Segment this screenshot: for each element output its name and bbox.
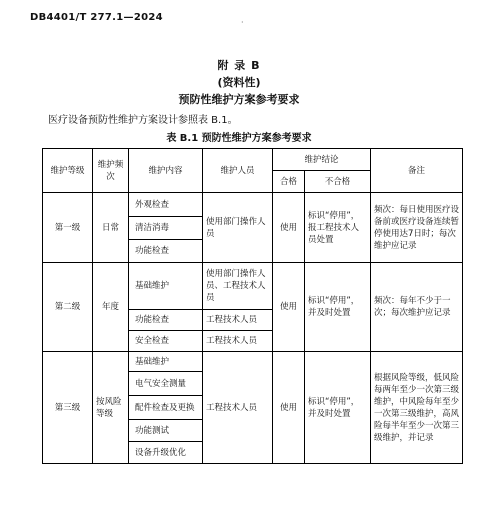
level-cell: 第二级: [43, 263, 93, 352]
content-cell: 基础维护: [129, 352, 203, 372]
header-level: 维护等级: [43, 149, 93, 193]
staff-cell: 工程技术人员: [203, 310, 273, 331]
fail-cell: 标识“停用”，并及时处置: [305, 263, 371, 352]
content-cell: 安全检查: [129, 331, 203, 352]
table-row: [43, 352, 463, 372]
level-cell: 第一级: [43, 193, 93, 263]
freq-cell: 按风险等级: [93, 352, 129, 464]
page-dot: ·: [241, 18, 244, 27]
content-cell: 功能检查: [129, 240, 203, 263]
freq-cell: 日常: [93, 193, 129, 263]
table-row: [43, 263, 463, 310]
pass-cell: 使用: [273, 193, 305, 263]
content-cell: 清洁消毒: [129, 217, 203, 240]
level-cell: 第三级: [43, 352, 93, 464]
content-cell: 电气安全测量: [129, 372, 203, 396]
header-staff: 维护人员: [203, 149, 273, 193]
header-pass: 合格: [273, 171, 305, 193]
content-cell: 配件检查及更换: [129, 396, 203, 420]
appendix-title: 预防性维护方案参考要求: [178, 93, 300, 106]
remark-cell: 频次：每年不少于一次；每次维护应记录: [371, 263, 463, 352]
header-fail: 不合格: [305, 171, 371, 193]
appendix-label: 附 录 B: [217, 59, 261, 72]
header-content: 维护内容: [129, 149, 203, 193]
header-remark: 备注: [371, 149, 463, 193]
content-cell: 功能测试: [129, 420, 203, 442]
table-caption: 表 B.1 预防性维护方案参考要求: [166, 133, 312, 144]
staff-cell: 使用部门操作人员: [203, 193, 273, 263]
appendix-type: (资料性): [217, 76, 261, 89]
staff-cell: 使用部门操作人员、工程技术人员: [203, 263, 273, 310]
content-cell: 功能检查: [129, 310, 203, 331]
document-code: DB4401/T 277.1—2024: [30, 12, 163, 23]
fail-cell: 标识“停用”，报工程技术人员处置: [305, 193, 371, 263]
freq-cell: 年度: [93, 263, 129, 352]
remark-cell: 频次：每日使用医疗设备前或医疗设备连续暂停使用达7日时；每次维护应记录: [371, 193, 463, 263]
header-conclusion: 维护结论: [273, 149, 371, 171]
fail-cell: 标识“停用”，并及时处置: [305, 352, 371, 464]
header-freq: 维护频次: [93, 149, 129, 193]
header-row: [43, 149, 463, 171]
pass-cell: 使用: [273, 263, 305, 352]
intro-paragraph: 医疗设备预防性维护方案设计参照表 B.1。: [48, 115, 238, 126]
maintenance-table: [42, 148, 463, 464]
table-row: [43, 193, 463, 217]
content-cell: 外观检查: [129, 193, 203, 217]
staff-cell: 工程技术人员: [203, 331, 273, 352]
pass-cell: 使用: [273, 352, 305, 464]
content-cell: 设备升级优化: [129, 442, 203, 464]
content-cell: 基础维护: [129, 263, 203, 310]
remark-cell: 根据风险等级，低风险每两年至少一次第三级维护，中风险每年至少一次第三级维护，高风险每半年至少一次第三级维护，并记录: [371, 352, 463, 464]
staff-cell: 工程技术人员: [203, 352, 273, 464]
